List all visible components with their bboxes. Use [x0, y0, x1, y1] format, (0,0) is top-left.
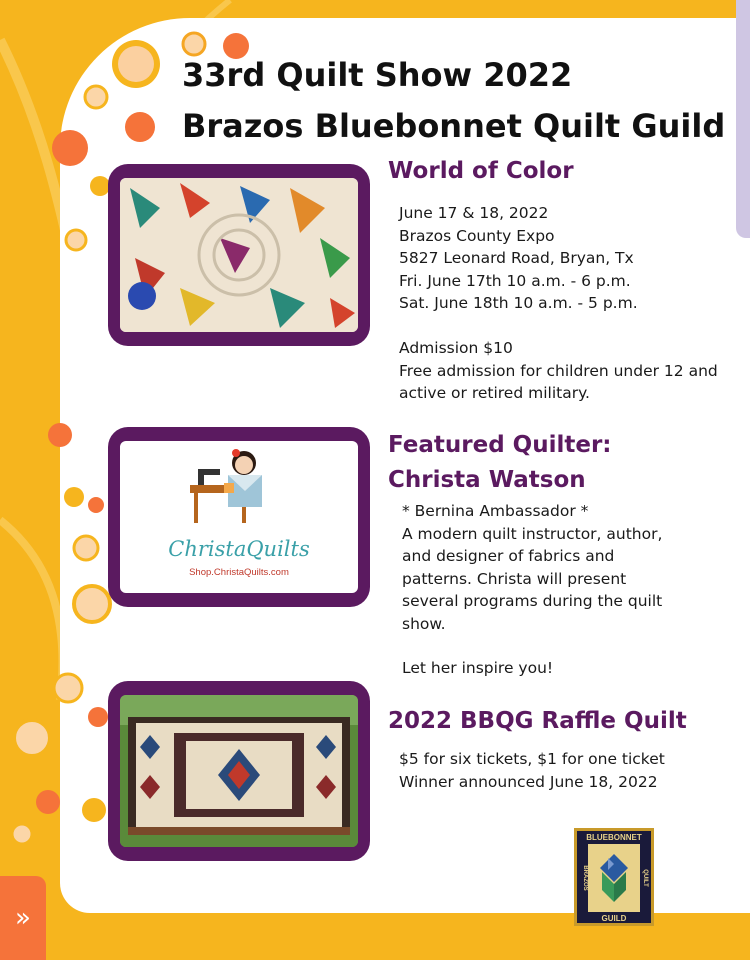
- event-venue: Brazos County Expo: [399, 226, 555, 245]
- guild-logo-top: BLUEBONNET: [586, 833, 642, 842]
- admission-price: Admission $10: [399, 339, 513, 357]
- christa-logo: [120, 441, 358, 593]
- featured-line: and designer of fabrics and: [402, 547, 615, 565]
- featured-description: [402, 500, 662, 635]
- show-title: 33rd Quilt Show 2022: [182, 56, 573, 94]
- guild-logo-right: QUILT: [642, 869, 648, 887]
- featured-line: show.: [402, 614, 446, 633]
- next-page-button[interactable]: [0, 876, 46, 960]
- guild-logo: [574, 828, 654, 926]
- raffle-heading: 2022 BBQG Raffle Quilt: [388, 708, 687, 734]
- christa-logo-frame: [108, 427, 370, 607]
- featured-line: * Bernina Ambassador *: [402, 502, 589, 520]
- featured-line: several programs during the quilt: [402, 592, 663, 610]
- event-address: 5827 Leonard Road, Bryan, Tx: [399, 249, 634, 267]
- quilt-photo-frame: [108, 164, 370, 346]
- event-hours-sat: Sat. June 18th 10 a.m. - 5 p.m.: [399, 294, 638, 312]
- quilt-photo: [120, 178, 358, 332]
- christa-logo-text: ChristaQuilts: [168, 537, 310, 561]
- scrollbar-thumb[interactable]: [736, 0, 750, 238]
- world-of-color-heading: World of Color: [388, 158, 574, 184]
- double-chevron-right-icon: »: [15, 903, 31, 933]
- event-dates: June 17 & 18, 2022: [399, 204, 549, 222]
- featured-quilter-name: Christa Watson: [388, 467, 586, 493]
- featured-line: A modern quilt instructor, author,: [402, 524, 663, 543]
- guild-logo-bottom: GUILD: [601, 914, 627, 923]
- featured-closing: Let her inspire you!: [402, 659, 554, 677]
- free-admission-line1: Free admission for children under 12 and: [399, 361, 718, 380]
- quilt-swirl-image: [120, 178, 358, 332]
- raffle-details: [399, 748, 665, 793]
- raffle-quilt-image: [120, 695, 358, 847]
- raffle-winner-date: Winner announced June 18, 2022: [399, 772, 658, 791]
- guild-title: Brazos Bluebonnet Quilt Guild: [182, 107, 726, 145]
- featured-quilter-heading: Featured Quilter:: [388, 432, 612, 458]
- raffle-ticket-prices: $5 for six tickets, $1 for one ticket: [399, 750, 665, 768]
- raffle-photo: [120, 695, 358, 847]
- guild-logo-left: BRAZOS: [582, 865, 588, 891]
- featured-line: patterns. Christa will present: [402, 569, 627, 588]
- event-details: [399, 202, 638, 315]
- christa-logo-url: Shop.ChristaQuilts.com: [189, 567, 289, 578]
- raffle-photo-frame: [108, 681, 370, 861]
- free-admission-line2: active or retired military.: [399, 384, 590, 402]
- event-hours-fri: Fri. June 17th 10 a.m. - 6 p.m.: [399, 271, 631, 290]
- admission-info: [399, 337, 718, 405]
